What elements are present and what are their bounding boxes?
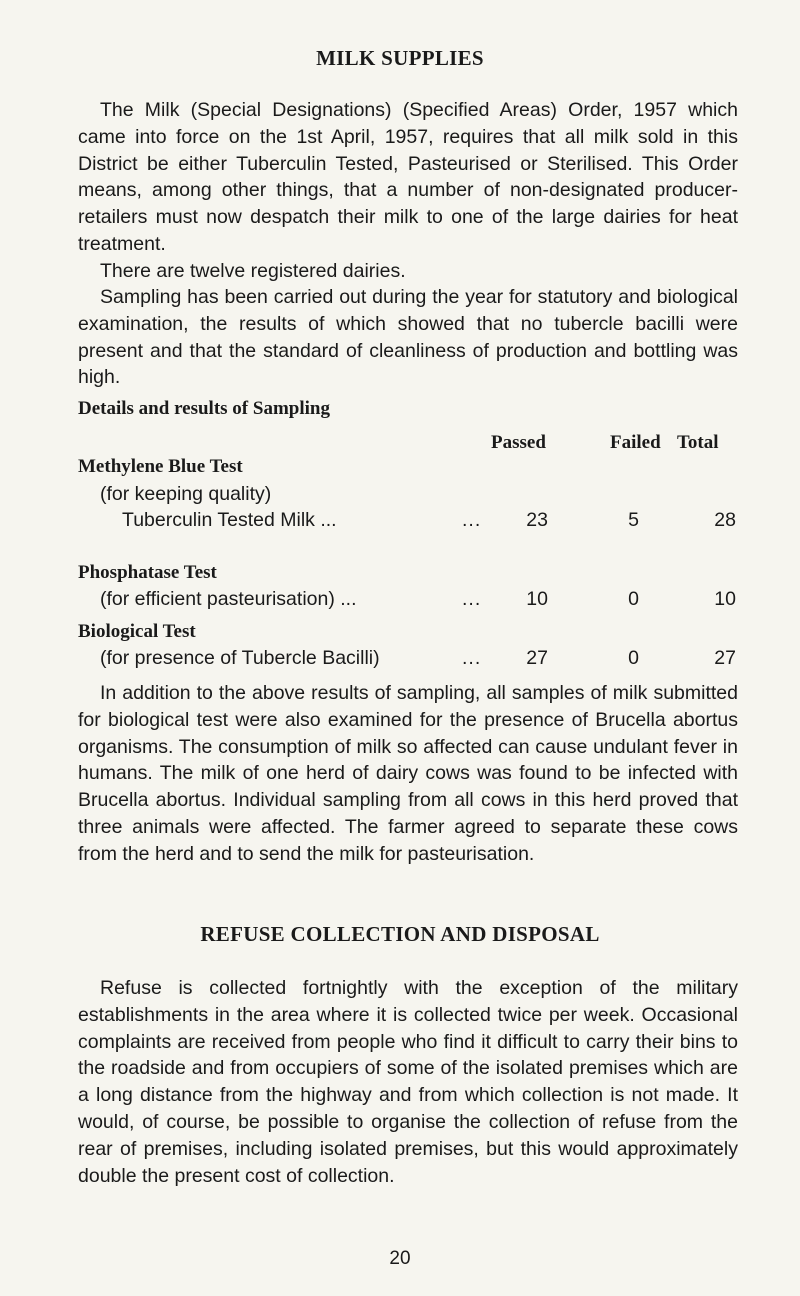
row-label-efficient-pasteurisation: (for efficient pasteurisation) ... xyxy=(100,588,357,610)
row-leader-dots: ... xyxy=(462,647,482,669)
dairies-paragraph: There are twelve registered dairies. xyxy=(100,260,406,282)
column-header-total: Total xyxy=(677,432,719,453)
test-subtitle-keeping-quality: (for keeping quality) xyxy=(100,483,272,505)
cell-total: 28 xyxy=(714,509,736,531)
cell-total: 10 xyxy=(714,588,736,610)
test-name-methylene-blue: Methylene Blue Test xyxy=(78,456,243,477)
cell-passed: 27 xyxy=(526,647,548,669)
cell-failed: 0 xyxy=(628,647,639,669)
refuse-paragraph: Refuse is collected fortnightly with the exception of the military establishments in the area where it is collected twice per week. Occasional complaints are received from people who find it difficult to carry their bins to the roadside and from occupiers of some of the isolated premises which are a long distance from the highway and from which collection is not made. It would, of course, be possible to organise the collection of refuse from the rear of premises, including isolated premises, but this would approximately double the present cost of collection. xyxy=(78,977,738,1187)
row-leader-dots: ... xyxy=(462,588,482,610)
row-label-tubercle-bacilli: (for presence of Tubercle Bacilli) xyxy=(100,647,380,669)
table-title: Details and results of Sampling xyxy=(78,398,330,419)
cell-failed: 5 xyxy=(628,509,639,531)
cell-total: 27 xyxy=(714,647,736,669)
row-leader-dots: ... xyxy=(462,509,482,531)
column-header-failed: Failed xyxy=(610,432,661,453)
test-name-phosphatase: Phosphatase Test xyxy=(78,562,217,583)
test-name-biological: Biological Test xyxy=(78,621,196,642)
cell-passed: 10 xyxy=(526,588,548,610)
page-number: 20 xyxy=(389,1248,411,1269)
brucella-paragraph: In addition to the above results of sampling, all samples of milk submitted for biological test were also examined for the presence of Brucella abortus organisms. The consumption of milk so affected can cause undulant fever in humans. The milk of one herd of dairy cows was found to be infected with Brucella abortus. Individual sampling from all cows in this herd proved that three animals were affected. The farmer agreed to separate these cows from the herd and to send the milk for pasteurisation. xyxy=(78,682,738,865)
sampling-paragraph: Sampling has been carried out during the year for statutory and biological examination, the results of which showed that no tubercle bacilli were present and that the standard of cleanliness of production and bottling was high. xyxy=(78,286,738,389)
column-header-passed: Passed xyxy=(491,432,546,453)
cell-passed: 23 xyxy=(526,509,548,531)
milk-order-paragraph: The Milk (Special Designations) (Specified Areas) Order, 1957 which came into force on the 1st April, 1957, requires that all milk sold in this District be either Tuberculin Tested, Pasteurised or Sterilised. This Order means, among other things, that a number of non-designated producer-retailers must now despatch their milk to one of the large dairies for heat treatment. xyxy=(78,99,738,255)
refuse-heading: REFUSE COLLECTION AND DISPOSAL xyxy=(200,922,600,946)
cell-failed: 0 xyxy=(628,588,639,610)
row-label-tuberculin-tested: Tuberculin Tested Milk ... xyxy=(122,509,337,531)
milk-supplies-heading: MILK SUPPLIES xyxy=(316,46,484,70)
